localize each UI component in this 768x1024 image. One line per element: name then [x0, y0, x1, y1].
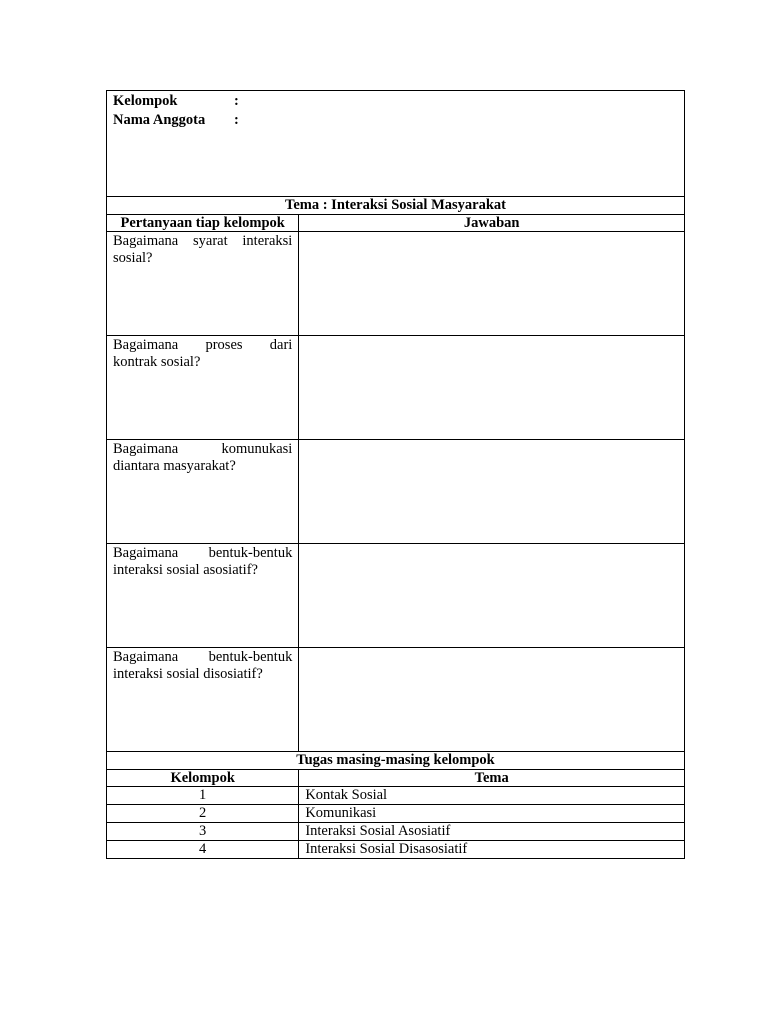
question-text: Bagaimana komunukasi diantara masyarakat? — [113, 441, 293, 474]
assignment-title: Tugas masing-masing kelompok — [107, 752, 685, 770]
answer-cell[interactable] — [299, 336, 685, 440]
assignment-title-row — [107, 752, 685, 770]
group-theme: Interaksi Sosial Disasosiatif — [299, 841, 685, 859]
kelompok-label: Kelompok — [113, 93, 178, 109]
worksheet-table — [106, 90, 685, 859]
answer-column-header: Jawaban — [299, 215, 685, 232]
table-row — [107, 823, 685, 841]
group-theme: Komunikasi — [299, 805, 685, 823]
table-row — [107, 787, 685, 805]
nama-anggota-line — [113, 111, 678, 130]
theme-column-header: Tema — [299, 770, 685, 787]
group-column-header: Kelompok — [107, 770, 299, 787]
group-number: 1 — [107, 787, 299, 805]
answer-cell[interactable] — [299, 544, 685, 648]
assignment-header-row — [107, 770, 685, 787]
group-theme: Interaksi Sosial Asosiatif — [299, 823, 685, 841]
question-text: Bagaimana proses dari kontrak sosial? — [113, 337, 293, 370]
question-cell — [107, 336, 299, 440]
question-row — [107, 440, 685, 544]
group-theme: Kontak Sosial — [299, 787, 685, 805]
kelompok-line — [113, 92, 678, 111]
question-cell — [107, 544, 299, 648]
group-number: 3 — [107, 823, 299, 841]
question-cell — [107, 440, 299, 544]
theme-title-row — [107, 197, 685, 215]
question-cell — [107, 648, 299, 752]
question-row — [107, 336, 685, 440]
question-column-header: Pertanyaan tiap kelompok — [107, 215, 299, 232]
nama-anggota-colon: : — [234, 112, 239, 128]
question-row — [107, 648, 685, 752]
question-text: Bagaimana bentuk-bentuk interaksi sosial disosiatif? — [113, 649, 293, 682]
question-row — [107, 544, 685, 648]
question-text: Bagaimana syarat interaksi sosial? — [113, 233, 293, 266]
group-info-cell[interactable] — [107, 91, 685, 197]
question-text: Bagaimana bentuk-bentuk interaksi sosial asosiatif? — [113, 545, 293, 578]
theme-title: Tema : Interaksi Sosial Masyarakat — [107, 197, 685, 215]
question-row — [107, 232, 685, 336]
question-cell — [107, 232, 299, 336]
group-number: 4 — [107, 841, 299, 859]
answer-cell[interactable] — [299, 648, 685, 752]
question-header-row — [107, 215, 685, 232]
kelompok-colon: : — [234, 93, 239, 109]
group-number: 2 — [107, 805, 299, 823]
answer-cell[interactable] — [299, 440, 685, 544]
nama-anggota-label: Nama Anggota — [113, 112, 206, 128]
table-row — [107, 805, 685, 823]
answer-cell[interactable] — [299, 232, 685, 336]
table-row — [107, 841, 685, 859]
header-row — [107, 91, 685, 197]
